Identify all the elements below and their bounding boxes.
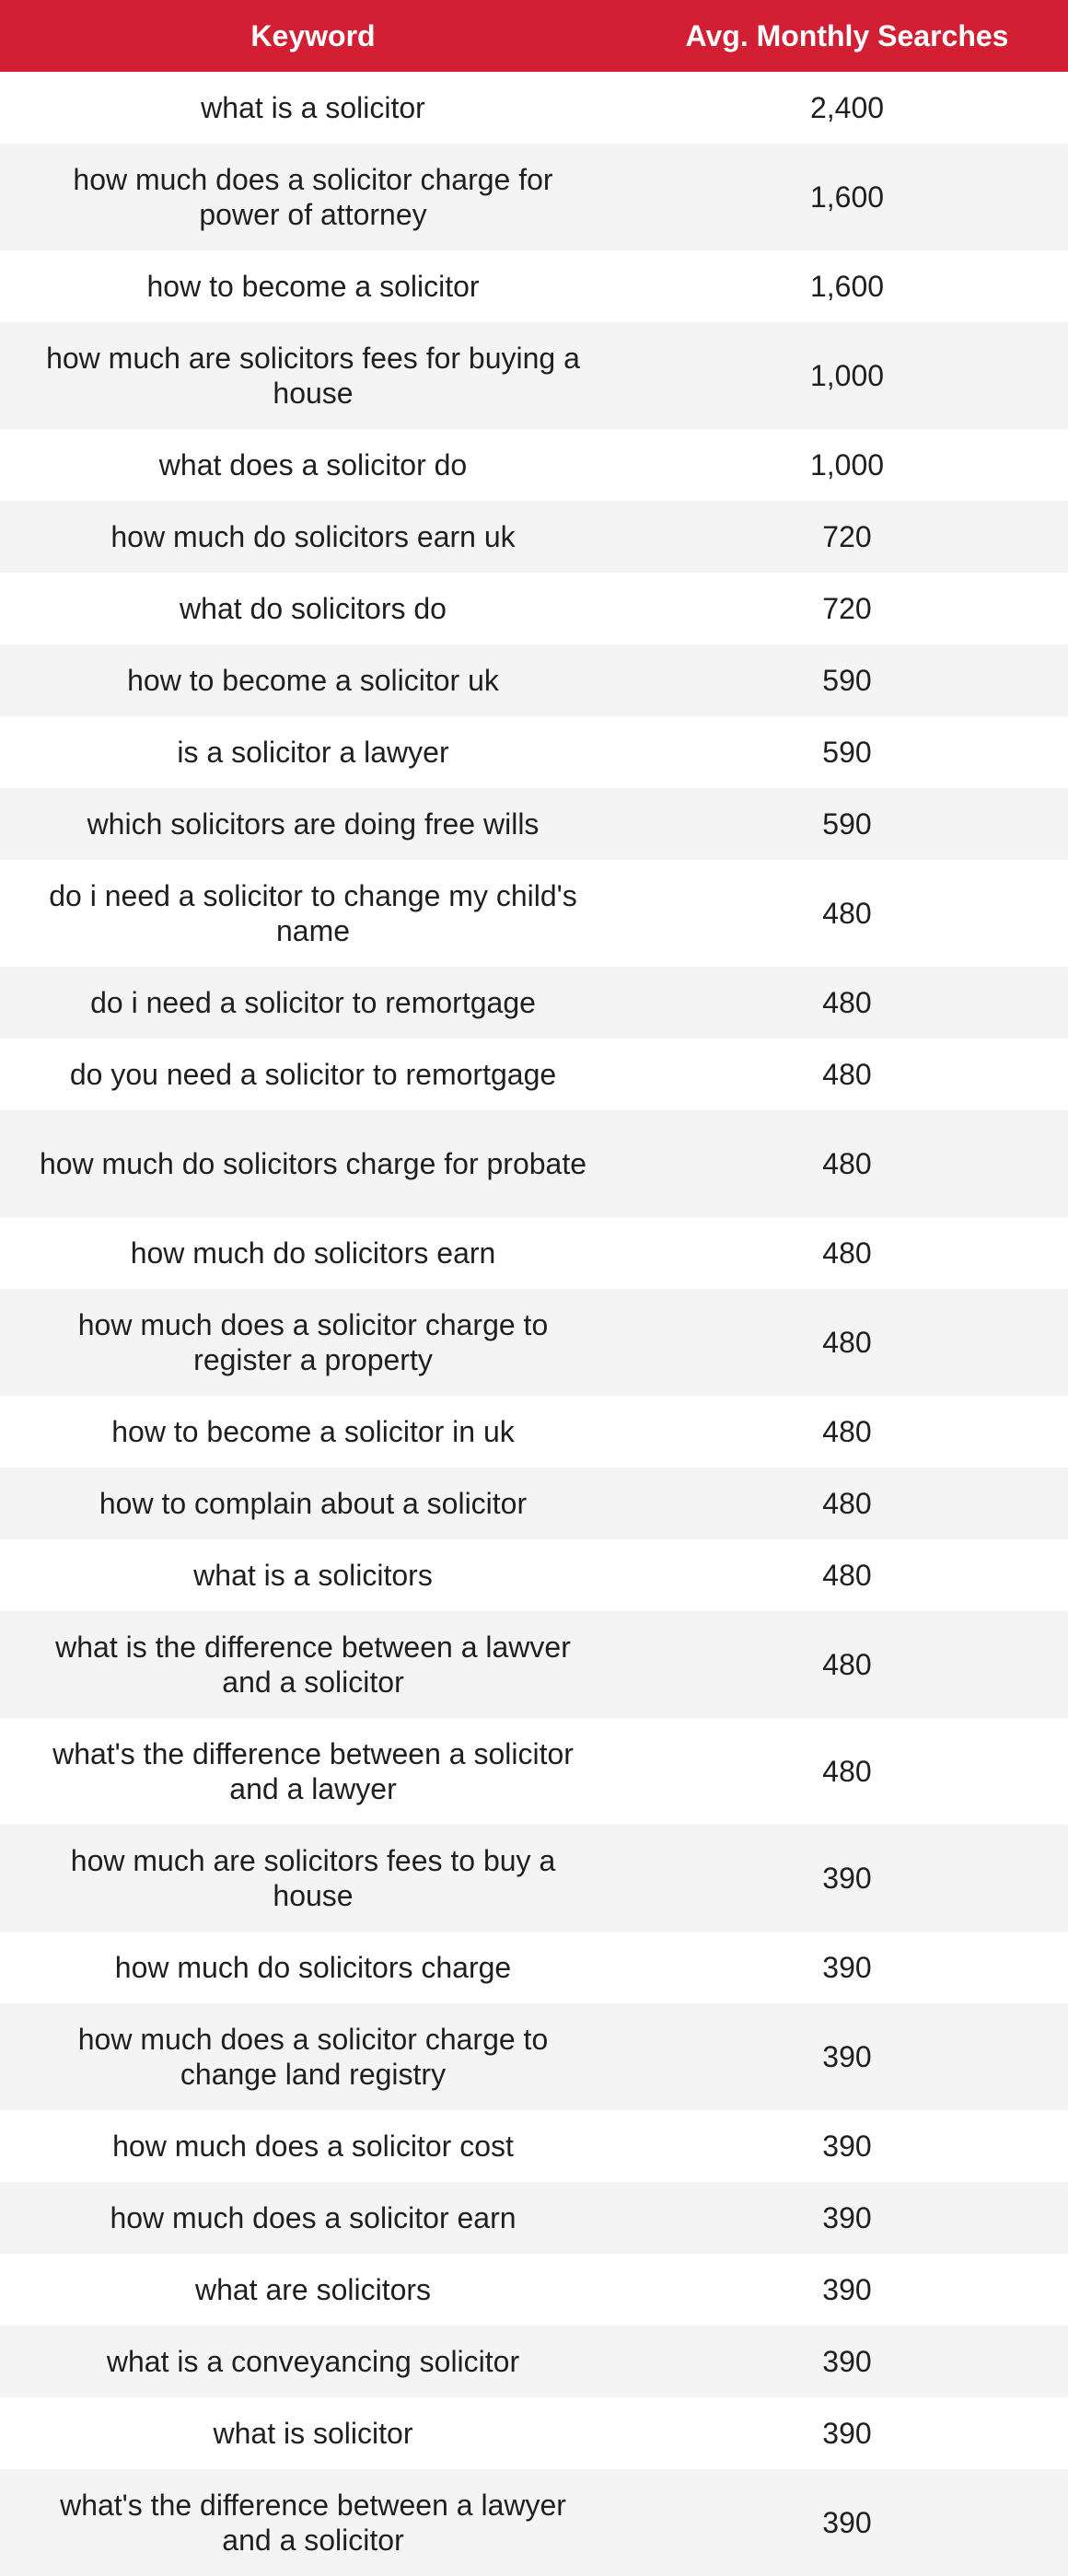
keyword-cell: how to complain about a solicitor bbox=[0, 1468, 626, 1539]
table-row bbox=[0, 1396, 1068, 1468]
table-row bbox=[0, 788, 1068, 860]
keyword-cell: do i need a solicitor to change my child's name bbox=[0, 860, 626, 967]
keyword-cell: what are solicitors bbox=[0, 2254, 626, 2326]
table-row bbox=[0, 1932, 1068, 2003]
table-row bbox=[0, 1039, 1068, 1110]
searches-cell: 390 bbox=[626, 2254, 1068, 2326]
keyword-cell: how much does a solicitor cost bbox=[0, 2110, 626, 2182]
searches-cell: 2,400 bbox=[626, 72, 1068, 144]
table-row bbox=[0, 1110, 1068, 1217]
keyword-cell: how much do solicitors earn bbox=[0, 1217, 626, 1289]
searches-cell: 390 bbox=[626, 2003, 1068, 2110]
searches-cell: 390 bbox=[626, 2326, 1068, 2397]
keyword-cell: what does a solicitor do bbox=[0, 429, 626, 501]
table-row bbox=[0, 501, 1068, 573]
searches-cell: 480 bbox=[626, 1611, 1068, 1718]
searches-cell: 480 bbox=[626, 1718, 1068, 1825]
searches-cell: 390 bbox=[626, 2110, 1068, 2182]
keyword-cell: what is solicitor bbox=[0, 2397, 626, 2469]
table-header bbox=[0, 0, 1068, 72]
keyword-cell: what is a solicitors bbox=[0, 1539, 626, 1611]
table-row bbox=[0, 1611, 1068, 1718]
searches-cell: 1,000 bbox=[626, 429, 1068, 501]
table-row bbox=[0, 72, 1068, 144]
keyword-cell: how much do solicitors charge bbox=[0, 1932, 626, 2003]
keyword-cell: do you need a solicitor to remortgage bbox=[0, 1039, 626, 1110]
table-row bbox=[0, 573, 1068, 644]
table-row bbox=[0, 2003, 1068, 2110]
table-row bbox=[0, 1468, 1068, 1539]
searches-cell: 590 bbox=[626, 644, 1068, 716]
table-row bbox=[0, 2469, 1068, 2576]
searches-cell: 390 bbox=[626, 2182, 1068, 2254]
keyword-cell: what is a solicitor bbox=[0, 72, 626, 144]
searches-cell: 720 bbox=[626, 501, 1068, 573]
searches-cell: 480 bbox=[626, 1289, 1068, 1396]
table-row bbox=[0, 1825, 1068, 1932]
searches-cell: 480 bbox=[626, 967, 1068, 1039]
keyword-cell: what's the difference between a solicitor and a lawyer bbox=[0, 1718, 626, 1825]
searches-cell: 390 bbox=[626, 1932, 1068, 2003]
table-row bbox=[0, 2397, 1068, 2469]
table-row bbox=[0, 2326, 1068, 2397]
searches-cell: 480 bbox=[626, 1396, 1068, 1468]
keyword-cell: how much do solicitors earn uk bbox=[0, 501, 626, 573]
searches-cell: 480 bbox=[626, 1217, 1068, 1289]
keyword-cell: how much are solicitors fees to buy a house bbox=[0, 1825, 626, 1932]
searches-cell: 390 bbox=[626, 1825, 1068, 1932]
table-row bbox=[0, 2254, 1068, 2326]
keyword-cell: how to become a solicitor in uk bbox=[0, 1396, 626, 1468]
searches-cell: 590 bbox=[626, 716, 1068, 788]
keyword-cell: what do solicitors do bbox=[0, 573, 626, 644]
searches-cell: 480 bbox=[626, 1039, 1068, 1110]
table-row bbox=[0, 2110, 1068, 2182]
keyword-cell: how much does a solicitor charge to register a property bbox=[0, 1289, 626, 1396]
table-row bbox=[0, 250, 1068, 322]
keyword-cell: is a solicitor a lawyer bbox=[0, 716, 626, 788]
keyword-cell: what is the difference between a lawver and a solicitor bbox=[0, 1611, 626, 1718]
header-keyword: Keyword bbox=[0, 0, 626, 72]
searches-cell: 590 bbox=[626, 788, 1068, 860]
searches-cell: 480 bbox=[626, 860, 1068, 967]
searches-cell: 1,600 bbox=[626, 144, 1068, 250]
keyword-cell: how much are solicitors fees for buying a house bbox=[0, 322, 626, 429]
table-row bbox=[0, 1718, 1068, 1825]
table-row bbox=[0, 1289, 1068, 1396]
keyword-cell: what is a conveyancing solicitor bbox=[0, 2326, 626, 2397]
searches-cell: 480 bbox=[626, 1110, 1068, 1217]
table-row bbox=[0, 644, 1068, 716]
table-row bbox=[0, 144, 1068, 250]
table-row bbox=[0, 716, 1068, 788]
table-body bbox=[0, 72, 1068, 2576]
searches-cell: 1,600 bbox=[626, 250, 1068, 322]
header-avg-monthly-searches: Avg. Monthly Searches bbox=[626, 0, 1068, 72]
keyword-cell: how to become a solicitor uk bbox=[0, 644, 626, 716]
searches-cell: 720 bbox=[626, 573, 1068, 644]
table-row bbox=[0, 967, 1068, 1039]
keyword-cell: what's the difference between a lawyer and a solicitor bbox=[0, 2469, 626, 2576]
header-row bbox=[0, 0, 1068, 72]
keyword-cell: how much does a solicitor earn bbox=[0, 2182, 626, 2254]
keyword-cell: do i need a solicitor to remortgage bbox=[0, 967, 626, 1039]
table-row bbox=[0, 860, 1068, 967]
table-row bbox=[0, 429, 1068, 501]
keyword-cell: how much do solicitors charge for probate bbox=[0, 1110, 626, 1217]
searches-cell: 390 bbox=[626, 2397, 1068, 2469]
keyword-cell: how much does a solicitor charge for power of attorney bbox=[0, 144, 626, 250]
searches-cell: 1,000 bbox=[626, 322, 1068, 429]
searches-cell: 480 bbox=[626, 1539, 1068, 1611]
keyword-cell: how much does a solicitor charge to change land registry bbox=[0, 2003, 626, 2110]
table-row bbox=[0, 1539, 1068, 1611]
table-row bbox=[0, 2182, 1068, 2254]
keyword-cell: which solicitors are doing free wills bbox=[0, 788, 626, 860]
keyword-cell: how to become a solicitor bbox=[0, 250, 626, 322]
searches-cell: 390 bbox=[626, 2469, 1068, 2576]
table-row bbox=[0, 322, 1068, 429]
table-row bbox=[0, 1217, 1068, 1289]
searches-cell: 480 bbox=[626, 1468, 1068, 1539]
